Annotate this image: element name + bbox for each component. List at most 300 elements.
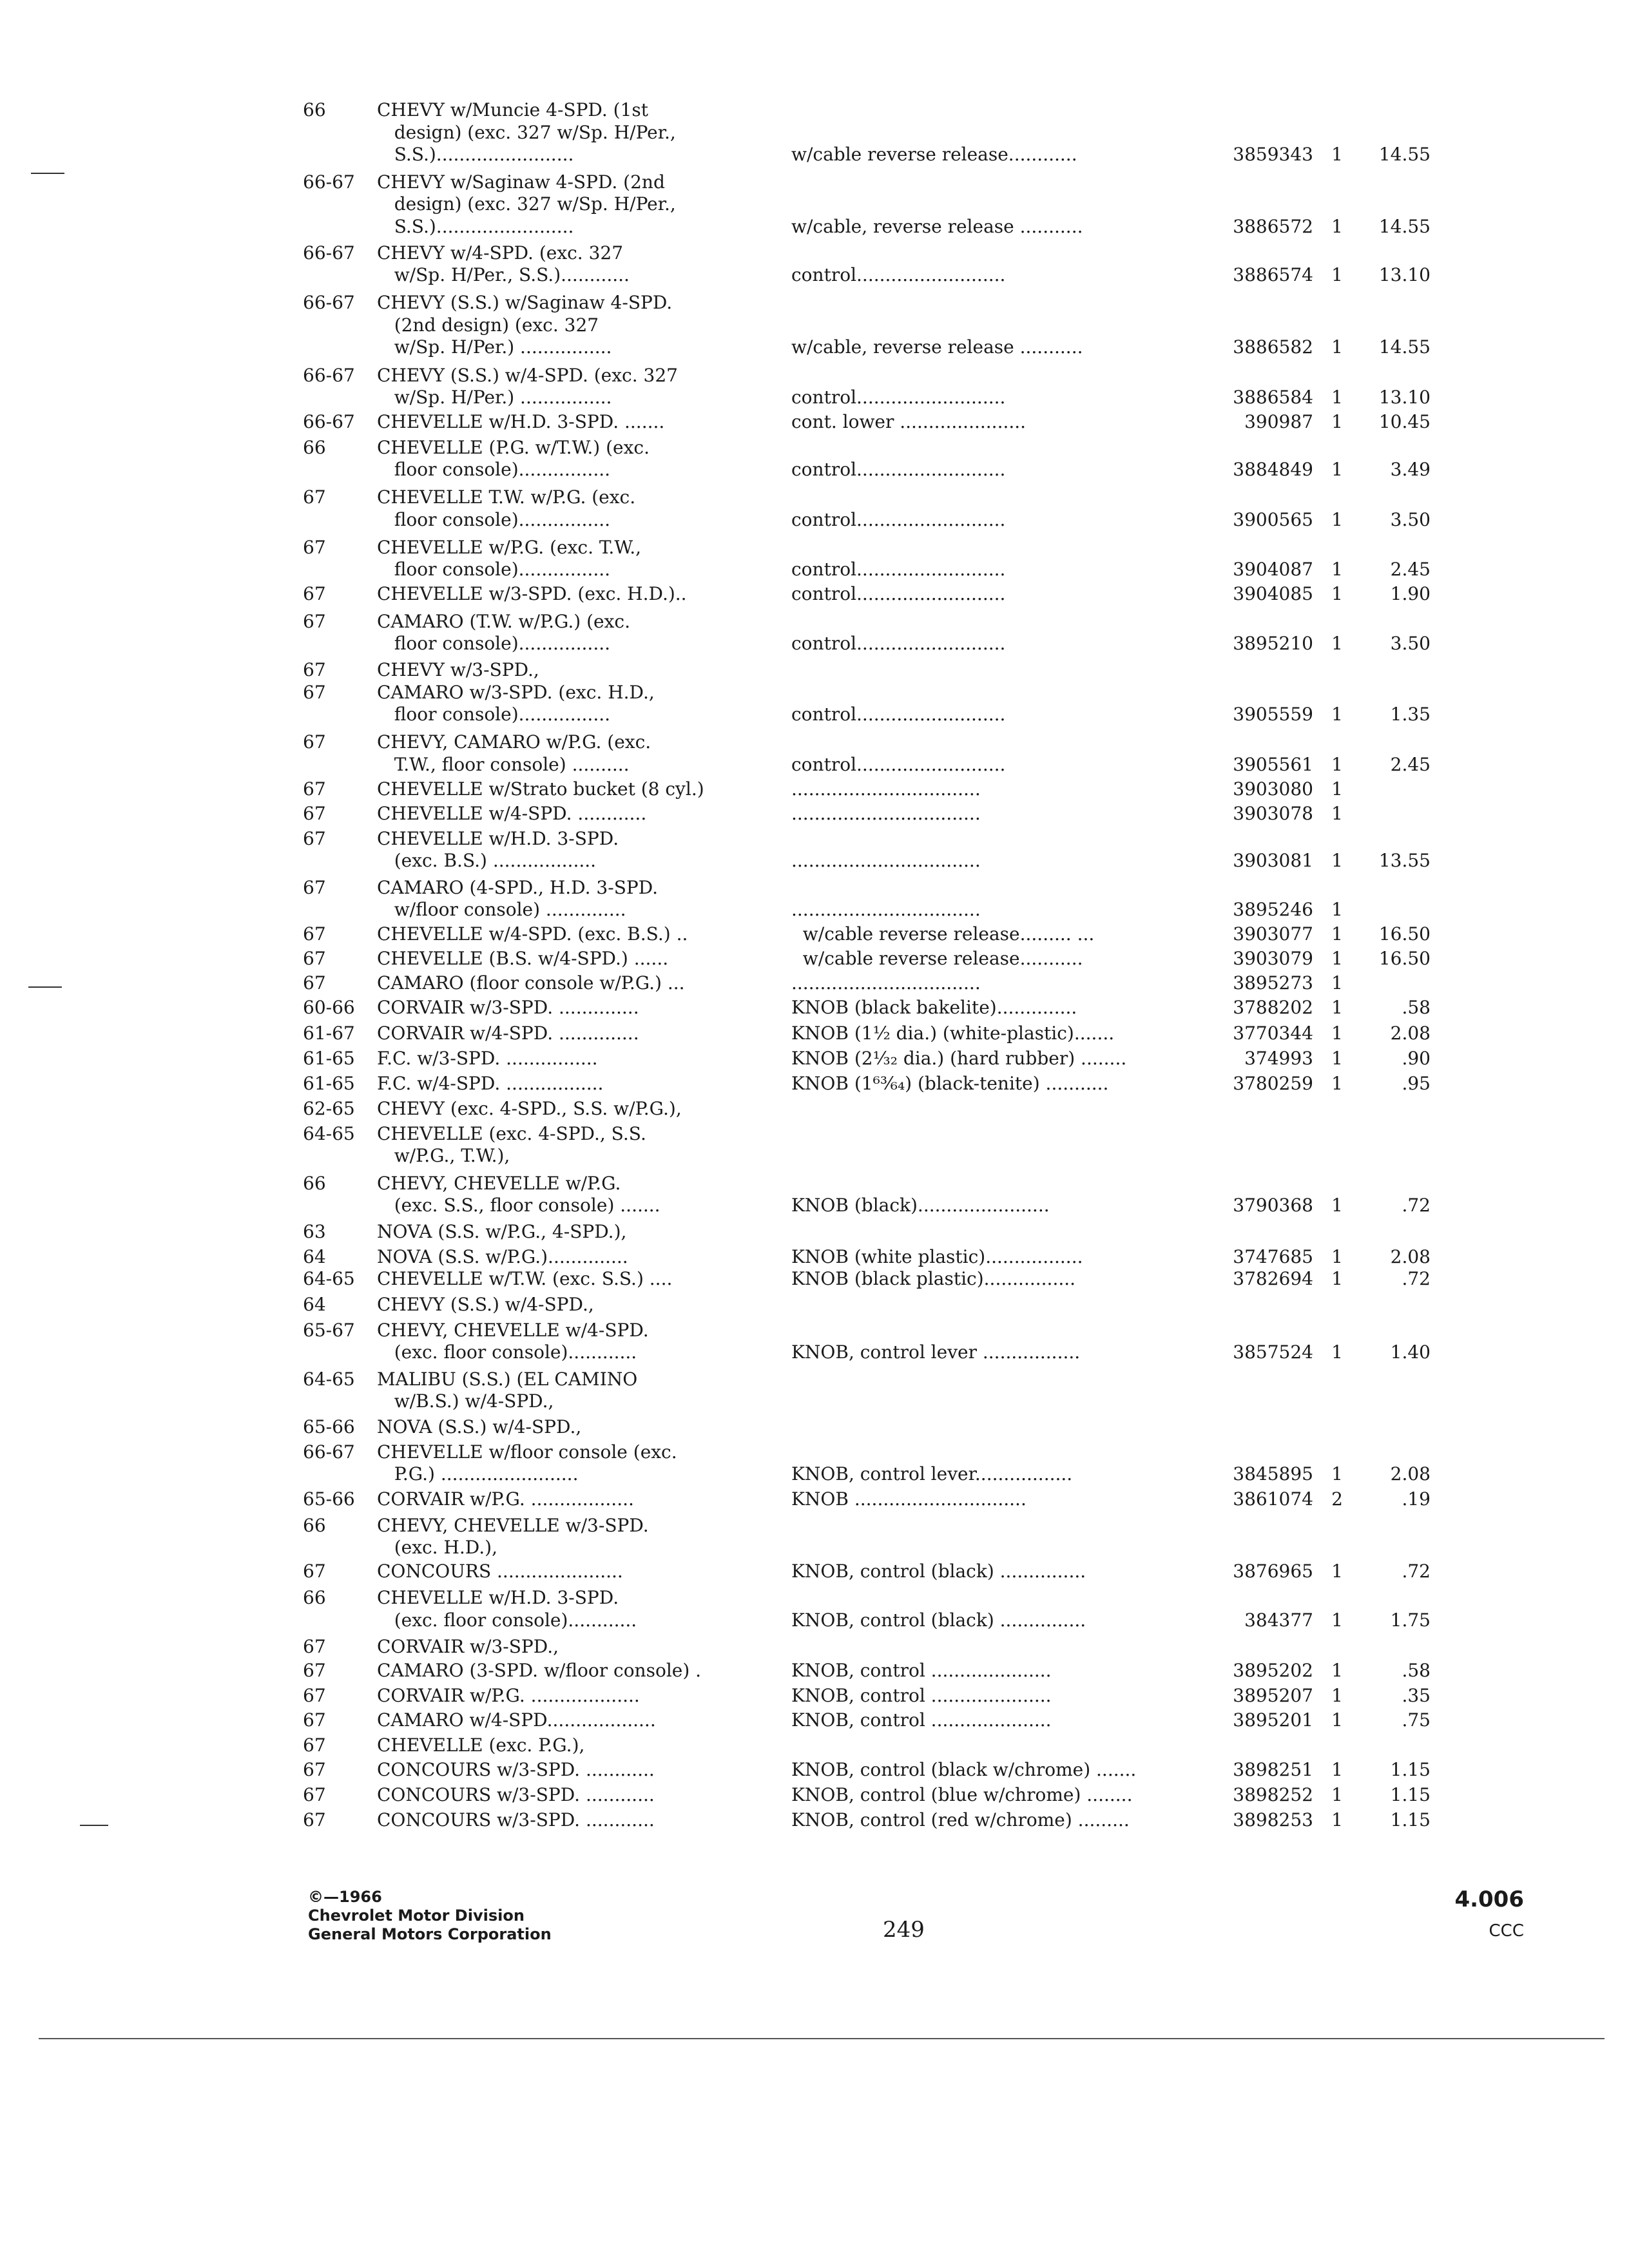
table-row [0, 1535, 1629, 1560]
model-application: F.C. w/4-SPD. ................. [377, 1073, 604, 1094]
model-year: 66 [303, 1515, 326, 1536]
part-description: KNOB, control (black) ............... [791, 1610, 1086, 1631]
part-number: 3895273 [1233, 972, 1313, 994]
part-number: 390987 [1244, 411, 1313, 432]
model-year: 67 [303, 828, 326, 849]
model-application: CHEVELLE w/H.D. 3-SPD. ....... [377, 411, 665, 432]
quantity: 1 [1331, 633, 1343, 654]
model-application: CONCOURS w/3-SPD. ............ [377, 1784, 655, 1805]
table-row [0, 436, 1629, 460]
price: 1.40 [1390, 1341, 1431, 1363]
part-number: 3895246 [1233, 899, 1313, 920]
model-year: 61-65 [303, 1048, 355, 1069]
quantity: 1 [1331, 948, 1343, 969]
model-year: 64-65 [303, 1268, 355, 1289]
part-number: 3903080 [1233, 778, 1313, 800]
quantity: 1 [1331, 1685, 1343, 1706]
model-year: 65-66 [303, 1488, 355, 1510]
model-year: 67 [303, 778, 326, 800]
table-row [0, 363, 1629, 388]
model-year: 67 [303, 1735, 326, 1756]
table-row [0, 1318, 1629, 1343]
table-row [0, 1245, 1629, 1269]
quantity: 1 [1331, 778, 1343, 800]
model-application: CHEVELLE (exc. 4-SPD., S.S. [377, 1123, 646, 1144]
model-year: 64-65 [303, 1123, 355, 1144]
model-year: 67 [303, 583, 326, 604]
quantity: 1 [1331, 583, 1343, 604]
margin-mark [80, 1825, 108, 1826]
part-description: KNOB (black plastic)................ [791, 1268, 1076, 1289]
part-description: control.......................... [791, 264, 1006, 285]
quantity: 1 [1331, 509, 1343, 530]
model-application: (2nd design) (exc. 327 [377, 314, 599, 336]
part-description: control.......................... [791, 509, 1006, 530]
table-row [0, 1758, 1629, 1782]
part-description: control.......................... [791, 387, 1006, 408]
price: .58 [1402, 1660, 1431, 1681]
part-description: KNOB, control (red w/chrome) ......... [791, 1809, 1130, 1831]
model-year: 67 [303, 1709, 326, 1731]
table-row [0, 898, 1629, 922]
part-number: 3886582 [1233, 336, 1313, 358]
model-year: 65-67 [303, 1320, 355, 1341]
model-application: T.W., floor console) .......... [377, 754, 630, 775]
price: 1.15 [1390, 1759, 1431, 1780]
model-year: 64 [303, 1294, 326, 1315]
table-row [0, 1808, 1629, 1832]
part-number: 3904087 [1233, 559, 1313, 580]
table-row [0, 1072, 1629, 1096]
table-row [0, 291, 1629, 315]
table-row [0, 215, 1629, 239]
table-row [0, 410, 1629, 434]
part-description: control.......................... [791, 633, 1006, 654]
quantity: 1 [1331, 144, 1343, 165]
quantity: 1 [1331, 559, 1343, 580]
price: .90 [1402, 1048, 1431, 1069]
part-number: 3905559 [1233, 704, 1313, 725]
model-year: 67 [303, 1685, 326, 1706]
part-number: 3886584 [1233, 387, 1313, 408]
model-year: 65-66 [303, 1416, 355, 1437]
bottom-rule [39, 2038, 1605, 2039]
model-application: CAMARO w/3-SPD. (exc. H.D., [377, 682, 655, 703]
model-year: 67 [303, 1759, 326, 1780]
model-year: 67 [303, 1561, 326, 1582]
part-description: control.......................... [791, 754, 1006, 775]
model-application: CHEVELLE w/T.W. (exc. S.S.) .... [377, 1268, 673, 1289]
quantity: 1 [1331, 459, 1343, 480]
model-application: CHEVY, CHEVELLE w/4-SPD. [377, 1320, 649, 1341]
table-row [0, 922, 1629, 947]
price: 14.55 [1378, 216, 1431, 237]
table-row [0, 1293, 1629, 1317]
model-application: NOVA (S.S. w/P.G., 4-SPD.), [377, 1221, 627, 1242]
part-number: 3895201 [1233, 1709, 1313, 1731]
model-application: CHEVELLE w/P.G. (exc. T.W., [377, 537, 642, 558]
table-row [0, 120, 1629, 145]
table-row [0, 535, 1629, 560]
price: 1.75 [1390, 1610, 1431, 1631]
model-application: w/Sp. H/Per.) ................ [377, 336, 612, 358]
model-application: CHEVY (S.S.) w/Saginaw 4-SPD. [377, 292, 673, 313]
quantity: 1 [1331, 972, 1343, 994]
model-year: 67 [303, 659, 326, 680]
price: .35 [1402, 1685, 1431, 1706]
table-row [0, 1021, 1629, 1046]
quantity: 1 [1331, 997, 1343, 1018]
table-row [0, 971, 1629, 995]
model-application: CAMARO (4-SPD., H.D. 3-SPD. [377, 877, 659, 898]
part-description: w/cable reverse release............ [791, 144, 1077, 165]
model-application: w/B.S.) w/4-SPD., [377, 1390, 554, 1412]
table-row [0, 142, 1629, 167]
model-year: 64 [303, 1246, 326, 1267]
margin-mark [28, 986, 62, 988]
price: 2.08 [1390, 1023, 1431, 1044]
table-row [0, 1684, 1629, 1708]
quantity: 1 [1331, 1784, 1343, 1805]
quantity: 1 [1331, 1073, 1343, 1094]
part-number: 3904085 [1233, 583, 1313, 604]
price: .75 [1402, 1709, 1431, 1731]
part-number: 3900565 [1233, 509, 1313, 530]
model-application: CORVAIR w/4-SPD. .............. [377, 1023, 639, 1044]
model-application: NOVA (S.S. w/P.G.).............. [377, 1246, 628, 1267]
part-number: 3886574 [1233, 264, 1313, 285]
part-number: 3905561 [1233, 754, 1313, 775]
part-description: ................................. [791, 899, 981, 920]
table-row [0, 263, 1629, 287]
price: .19 [1402, 1488, 1431, 1510]
model-year: 66-67 [303, 365, 355, 386]
model-year: 67 [303, 731, 326, 753]
margin-mark [31, 173, 64, 174]
quantity: 1 [1331, 1660, 1343, 1681]
table-row [0, 827, 1629, 851]
section-number: 4.006 [1454, 1887, 1524, 1912]
part-number: 3876965 [1233, 1561, 1313, 1582]
price: .72 [1402, 1268, 1431, 1289]
model-application: design) (exc. 327 w/Sp. H/Per., [377, 122, 676, 143]
model-year: 60-66 [303, 997, 355, 1018]
model-application: w/floor console) .............. [377, 899, 626, 920]
part-number: 3859343 [1233, 144, 1313, 165]
part-number: 3780259 [1233, 1073, 1313, 1094]
model-application: NOVA (S.S.) w/4-SPD., [377, 1416, 582, 1437]
model-year: 66-67 [303, 411, 355, 432]
quantity: 1 [1331, 923, 1343, 945]
table-row [0, 1462, 1629, 1486]
part-description: KNOB, control ..................... [791, 1685, 1052, 1706]
table-row [0, 753, 1629, 777]
price: .72 [1402, 1561, 1431, 1582]
part-number: 3770344 [1233, 1023, 1313, 1044]
table-row [0, 1122, 1629, 1146]
model-year: 67 [303, 611, 326, 632]
table-row [0, 876, 1629, 900]
part-number: 3790368 [1233, 1195, 1313, 1216]
table-row [0, 702, 1629, 727]
price: 16.50 [1378, 948, 1431, 969]
model-application: floor console)................ [377, 509, 611, 530]
part-description: KNOB (1½ dia.) (white-plastic)....... [791, 1023, 1115, 1044]
table-row [0, 849, 1629, 873]
price: .72 [1402, 1195, 1431, 1216]
table-row [0, 241, 1629, 265]
table-row [0, 730, 1629, 754]
part-description: w/cable reverse release........... [791, 948, 1083, 969]
table-row [0, 385, 1629, 410]
section-code: CCC [1489, 1921, 1524, 1941]
part-description: KNOB, control (black w/chrome) ....... [791, 1759, 1137, 1780]
model-application: CHEVY w/4-SPD. (exc. 327 [377, 242, 624, 264]
model-application: CHEVY w/Muncie 4-SPD. (1st [377, 99, 649, 120]
quantity: 1 [1331, 387, 1343, 408]
model-year: 67 [303, 1660, 326, 1681]
model-year: 67 [303, 877, 326, 898]
quantity: 1 [1331, 850, 1343, 871]
part-number: 3903081 [1233, 850, 1313, 871]
quantity: 1 [1331, 1759, 1343, 1780]
quantity: 1 [1331, 1246, 1343, 1267]
table-row [0, 777, 1629, 802]
quantity: 1 [1331, 1610, 1343, 1631]
table-row [0, 995, 1629, 1020]
part-number: 3886572 [1233, 216, 1313, 237]
part-number: 3884849 [1233, 459, 1313, 480]
table-row [0, 457, 1629, 482]
part-number: 3788202 [1233, 997, 1313, 1018]
table-row [0, 557, 1629, 582]
model-year: 67 [303, 1784, 326, 1805]
price: 2.45 [1390, 559, 1431, 580]
model-application: CHEVELLE w/Strato bucket (8 cyl.) [377, 778, 704, 800]
part-number: 374993 [1244, 1048, 1313, 1069]
table-row [0, 1440, 1629, 1465]
part-description: ................................. [791, 778, 981, 800]
table-row [0, 1658, 1629, 1683]
table-row [0, 1046, 1629, 1071]
part-number: 3747685 [1233, 1246, 1313, 1267]
model-year: 67 [303, 682, 326, 703]
publisher-block [308, 1888, 552, 1944]
model-application: (exc. floor console)............ [377, 1610, 637, 1631]
table-row [0, 485, 1629, 510]
model-application: CORVAIR w/3-SPD., [377, 1636, 559, 1657]
model-application: design) (exc. 327 w/Sp. H/Per., [377, 193, 676, 215]
model-application: floor console)................ [377, 633, 611, 654]
model-application: CHEVELLE w/3-SPD. (exc. H.D.).. [377, 583, 687, 604]
quantity: 1 [1331, 754, 1343, 775]
model-year: 61-67 [303, 1023, 355, 1044]
model-application: CONCOURS w/3-SPD. ............ [377, 1809, 655, 1831]
part-number: 3782694 [1233, 1268, 1313, 1289]
part-description: w/cable, reverse release ........... [791, 216, 1083, 237]
price: 13.10 [1378, 387, 1431, 408]
model-application: CHEVELLE w/4-SPD. ............ [377, 803, 647, 824]
table-row [0, 170, 1629, 195]
model-application: (exc. floor console)............ [377, 1341, 637, 1363]
model-year: 66 [303, 99, 326, 120]
model-application: P.G.) ........................ [377, 1463, 579, 1485]
quantity: 1 [1331, 899, 1343, 920]
part-description: w/cable, reverse release ........... [791, 336, 1083, 358]
model-application: CHEVELLE T.W. w/P.G. (exc. [377, 486, 636, 508]
model-year: 67 [303, 923, 326, 945]
model-application: w/P.G., T.W.), [377, 1145, 510, 1166]
price: 2.08 [1390, 1463, 1431, 1485]
model-application: CAMARO w/4-SPD................... [377, 1709, 656, 1731]
quantity: 1 [1331, 1809, 1343, 1831]
table-row [0, 680, 1629, 705]
table-row [0, 1193, 1629, 1218]
model-year: 67 [303, 486, 326, 508]
table-row [0, 508, 1629, 532]
part-description: control.......................... [791, 559, 1006, 580]
model-application: CHEVELLE (B.S. w/4-SPD.) ...... [377, 948, 669, 969]
model-application: floor console)................ [377, 459, 611, 480]
part-description: ................................. [791, 972, 981, 994]
table-row [0, 1415, 1629, 1439]
table-row [0, 1340, 1629, 1365]
price: 13.55 [1378, 850, 1431, 871]
model-application: (exc. B.S.) .................. [377, 850, 597, 871]
table-row [0, 582, 1629, 606]
part-number: 3861074 [1233, 1488, 1313, 1510]
part-number: 3895207 [1233, 1685, 1313, 1706]
model-application: w/Sp. H/Per., S.S.)............ [377, 264, 630, 285]
table-row [0, 1367, 1629, 1392]
table-row [0, 1144, 1629, 1168]
price: 1.15 [1390, 1809, 1431, 1831]
model-application: floor console)................ [377, 559, 611, 580]
price: 2.08 [1390, 1246, 1431, 1267]
model-application: CHEVELLE (P.G. w/T.W.) (exc. [377, 437, 650, 458]
price: 16.50 [1378, 923, 1431, 945]
model-application: floor console)................ [377, 704, 611, 725]
table-row [0, 1097, 1629, 1121]
table-row [0, 313, 1629, 338]
model-application: CORVAIR w/3-SPD. .............. [377, 997, 639, 1018]
model-application: CORVAIR w/P.G. ................... [377, 1685, 640, 1706]
quantity: 1 [1331, 1463, 1343, 1485]
price: 3.49 [1390, 459, 1431, 480]
model-application: CAMARO (T.W. w/P.G.) (exc. [377, 611, 630, 632]
part-description: KNOB, control ..................... [791, 1709, 1052, 1731]
price: 14.55 [1378, 144, 1431, 165]
model-application: CHEVY (S.S.) w/4-SPD., [377, 1294, 594, 1315]
part-description: control.......................... [791, 704, 1006, 725]
model-year: 66 [303, 1587, 326, 1608]
part-number: 3898252 [1233, 1784, 1313, 1805]
model-application: S.S.)........................ [377, 216, 574, 237]
model-application: CAMARO (3-SPD. w/floor console) . [377, 1660, 702, 1681]
corporation-name: General Motors Corporation [308, 1925, 552, 1943]
table-row [0, 1783, 1629, 1807]
part-description: KNOB .............................. [791, 1488, 1027, 1510]
part-description: KNOB, control (black) ............... [791, 1561, 1086, 1582]
part-number: 3845895 [1233, 1463, 1313, 1485]
part-description: KNOB (2¹⁄₃₂ dia.) (hard rubber) ........ [791, 1048, 1127, 1069]
table-row [0, 1220, 1629, 1244]
table-row [0, 1389, 1629, 1414]
quantity: 1 [1331, 1341, 1343, 1363]
model-application: CHEVELLE w/4-SPD. (exc. B.S.) .. [377, 923, 688, 945]
price: 13.10 [1378, 264, 1431, 285]
model-application: CHEVY (S.S.) w/4-SPD. (exc. 327 [377, 365, 678, 386]
model-year: 67 [303, 537, 326, 558]
model-application: w/Sp. H/Per.) ................ [377, 387, 612, 408]
price: 2.45 [1390, 754, 1431, 775]
part-number: 3857524 [1233, 1341, 1313, 1363]
table-row [0, 1514, 1629, 1538]
model-year: 67 [303, 1809, 326, 1831]
copyright: ©—1966 [308, 1888, 382, 1906]
table-row [0, 1708, 1629, 1733]
price: 14.55 [1378, 336, 1431, 358]
model-application: CHEVY w/Saginaw 4-SPD. (2nd [377, 171, 665, 193]
price: 1.90 [1390, 583, 1431, 604]
table-row [0, 802, 1629, 826]
part-description: w/cable reverse release......... ... [791, 923, 1095, 945]
price: 10.45 [1378, 411, 1431, 432]
model-year: 67 [303, 972, 326, 994]
part-number: 3895202 [1233, 1660, 1313, 1681]
table-row [0, 1733, 1629, 1758]
model-application: CHEVELLE w/H.D. 3-SPD. [377, 1587, 619, 1608]
part-description: KNOB, control lever................. [791, 1463, 1073, 1485]
model-year: 66-67 [303, 171, 355, 193]
table-row [0, 1267, 1629, 1291]
quantity: 2 [1331, 1488, 1343, 1510]
model-year: 66 [303, 1173, 326, 1194]
model-year: 67 [303, 1636, 326, 1657]
part-description: control.......................... [791, 459, 1006, 480]
division-name: Chevrolet Motor Division [308, 1907, 525, 1925]
table-row [0, 1635, 1629, 1659]
quantity: 1 [1331, 336, 1343, 358]
table-row [0, 1559, 1629, 1584]
price: 1.35 [1390, 704, 1431, 725]
model-year: 64-65 [303, 1369, 355, 1390]
model-application: CHEVELLE (exc. P.G.), [377, 1735, 585, 1756]
model-year: 66-67 [303, 292, 355, 313]
quantity: 1 [1331, 803, 1343, 824]
table-row [0, 1608, 1629, 1633]
model-year: 67 [303, 803, 326, 824]
model-year: 67 [303, 948, 326, 969]
part-description: KNOB, control ..................... [791, 1660, 1052, 1681]
model-year: 62-65 [303, 1098, 355, 1119]
table-row [0, 658, 1629, 682]
quantity: 1 [1331, 264, 1343, 285]
model-year: 66 [303, 437, 326, 458]
model-application: CHEVY, CAMARO w/P.G. (exc. [377, 731, 651, 753]
part-description: ................................. [791, 803, 981, 824]
quantity: 1 [1331, 216, 1343, 237]
table-row [0, 1171, 1629, 1196]
model-application: CHEVELLE w/floor console (exc. [377, 1441, 677, 1463]
quantity: 1 [1331, 1709, 1343, 1731]
price: .95 [1402, 1073, 1431, 1094]
price: .58 [1402, 997, 1431, 1018]
model-application: CHEVELLE w/H.D. 3-SPD. [377, 828, 619, 849]
price: 3.50 [1390, 633, 1431, 654]
part-description: control.......................... [791, 583, 1006, 604]
table-row [0, 192, 1629, 216]
